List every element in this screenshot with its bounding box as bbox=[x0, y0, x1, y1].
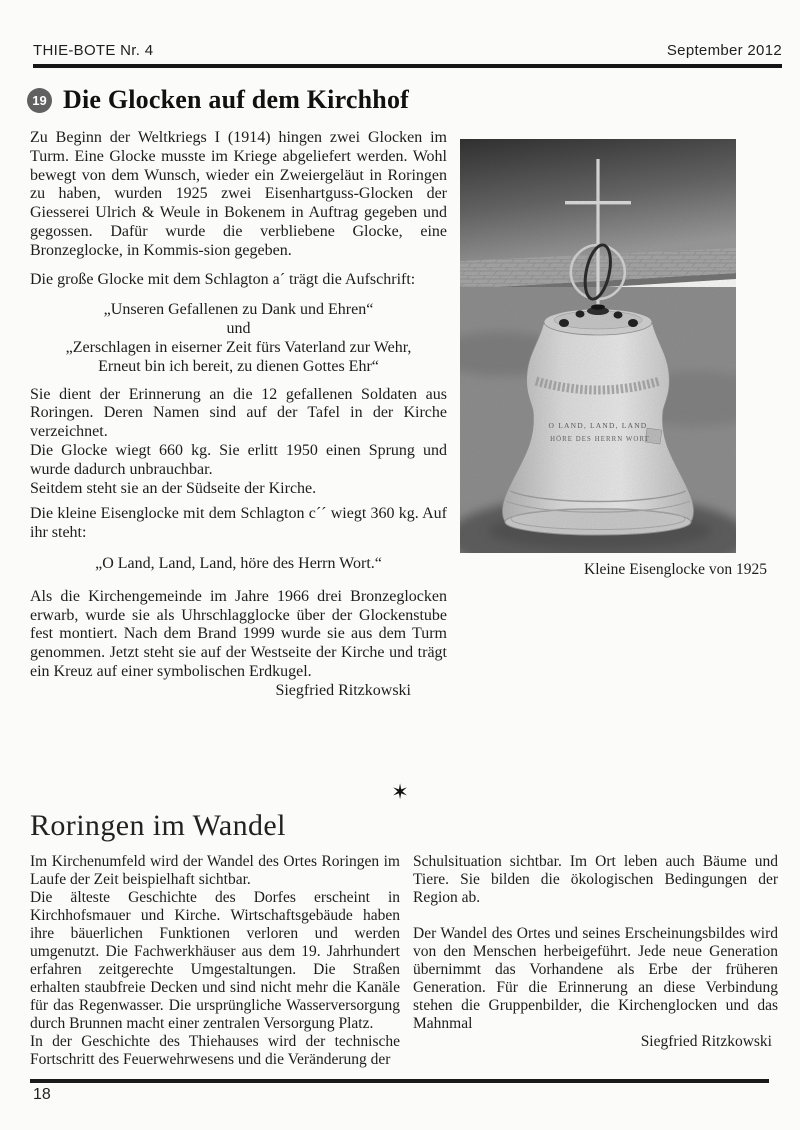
article2-paragraph: Der Wandel des Ortes und seines Erscheinungsbildes wird von den Menschen herbeigeführt. Jede neue Generation übernimmt das Vorhandene als Erbe der früheren Generation. Für die Erinnerung an diese Verbindung stehen die Gruppenbilder, die Kirchenglocken und das Mahnmal bbox=[413, 925, 778, 1032]
article2-signature: Siegfried Ritzkowski bbox=[640, 1033, 772, 1050]
article2-paragraph: Im Kirchenumfeld wird der Wandel des Ortes Roringen im Laufe der Zeit beispielhaft sichtbar. bbox=[30, 853, 400, 888]
article1-paragraph: Die große Glocke mit dem Schlagton a´ trägt die Aufschrift: bbox=[30, 270, 416, 288]
article1-body bbox=[30, 129, 447, 701]
article2-right-column bbox=[413, 853, 778, 1069]
article1-paragraph: Seitdem steht sie an der Südseite der Kirche. bbox=[30, 479, 317, 497]
page-header bbox=[33, 42, 782, 68]
quote-line: Erneut bin ich bereit, zu dienen Gottes Ehr“ bbox=[98, 357, 379, 375]
quote-line: „Zerschlagen in eiserner Zeit fürs Vaterland zur Wehr, bbox=[65, 338, 412, 356]
article2-left-column bbox=[30, 853, 400, 1069]
article2-body bbox=[30, 853, 778, 1069]
article1-title: Die Glocken auf dem Kirchhof bbox=[63, 85, 409, 114]
footer-rule bbox=[30, 1079, 769, 1083]
article-number-badge: 19 bbox=[27, 88, 52, 113]
page-number: 18 bbox=[33, 1086, 51, 1103]
article1-paragraph: Die Glocke wiegt 660 kg. Sie erlitt 1950 einen Sprung und wurde dadurch unbrauchbar. bbox=[30, 441, 447, 478]
quote-line: „Unseren Gefallenen zu Dank und Ehren“ bbox=[103, 301, 374, 319]
photo-caption: Kleine Eisenglocke von 1925 bbox=[584, 561, 767, 578]
small-bell-quote: „O Land, Land, Land, höre des Herrn Wort.“ bbox=[95, 554, 382, 572]
article2-paragraph: Schulsituation sichtbar. Im Ort leben auch Bäume und Tiere. Sie bilden die ökologischen Bedingungen der Region ab. bbox=[413, 853, 778, 906]
header-date: September 2012 bbox=[666, 42, 782, 59]
article2-title: Roringen im Wandel bbox=[30, 809, 286, 842]
article2-paragraph: Die älteste Geschichte des Dorfes erscheint in Kirchhofsmauer und Kirche. Wirtschaftsgebäude haben ihre bäuerlichen Funktionen verloren und werden umgenutzt. Die Fachwerkhäuser aus dem 19. Jahrhundert erfahren zeitgerechte Umgestaltungen. Die Straßen erhalten staubfreie Decken und sind nicht mehr die Kanäle für das Regenwasser. Die ursprüngliche Wasserversorgung durch Brunnen macht einer zentralen Versorgung Platz. bbox=[30, 889, 400, 1032]
quote-line: und bbox=[226, 320, 251, 338]
bell-inscription-quote bbox=[30, 301, 447, 376]
bell-photo bbox=[460, 139, 736, 553]
article1-paragraph: Die kleine Eisenglocke mit dem Schlagton c´´ wiegt 360 kg. Auf ihr steht: bbox=[30, 505, 447, 542]
article1-paragraph: Als die Kirchengemeinde im Jahre 1966 drei Bronzeglocken erwarb, wurde sie als Uhrschlagglocke über der Glockenstube fest montiert. Nach dem Brand 1999 wurde sie aus dem Turm genommen. Jetzt steht sie auf der Westseite der Kirche und trägt ein Kreuz auf einer symbolischen Erdkugel. bbox=[30, 587, 447, 680]
photo-grain-overlay bbox=[460, 139, 736, 553]
article1-title-row bbox=[27, 85, 409, 115]
article1-signature: Siegfried Ritzkowski bbox=[275, 681, 411, 699]
section-divider-star-icon: ✶ bbox=[391, 780, 409, 804]
article2-paragraph: In der Geschichte des Thiehauses wird der technische Fortschritt des Feuerwehrwesens und die Veränderung der bbox=[30, 1033, 400, 1068]
article1-paragraph: Zu Beginn der Weltkriegs I (1914) hingen zwei Glocken im Turm. Eine Glocke musste im Kriege abgeliefert werden. Wohl bewegt von dem Wunsch, wieder ein Zweiergeläut in Roringen zu haben, wurden 1925 zwei Eisenhartguss-Glocken der Giesserei Ulrich & Weule in Bokenem in Auftrag gegeben und gegossen. Dafür wurde die verbliebene Glocke, eine Bronzeglocke, in Kommis-sion gegeben. bbox=[30, 129, 447, 259]
article1-paragraph: Sie dient der Erinnerung an die 12 gefallenen Soldaten aus Roringen. Deren Namen sind auf der Tafel in der Kirche verzeichnet. bbox=[30, 385, 447, 441]
bell-photo-graphic bbox=[460, 139, 736, 553]
header-issue: THIE-BOTE Nr. 4 bbox=[33, 42, 154, 59]
